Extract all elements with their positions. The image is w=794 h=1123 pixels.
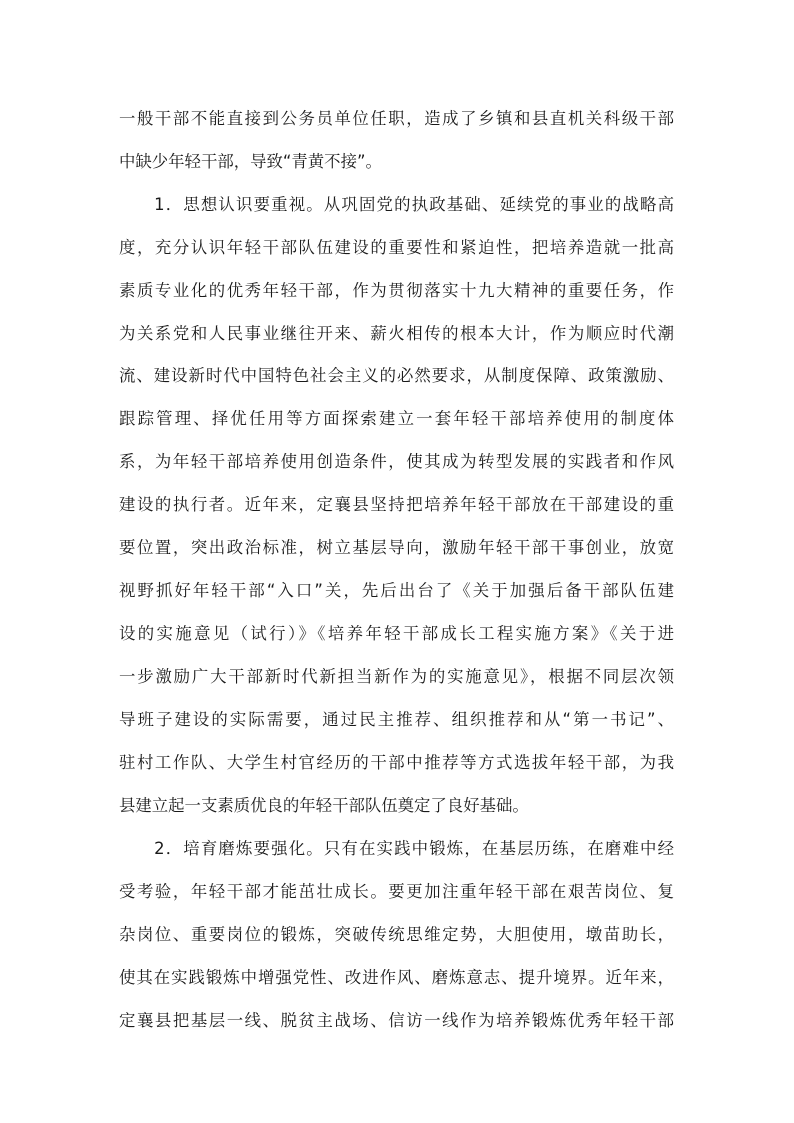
text-line: 系，为年轻干部培养使用创造条件，使其成为转型发展的实践者和作风 [119,452,674,471]
text-line: 县建立起一支素质优良的年轻干部队伍奠定了良好基础。 [119,796,529,815]
text-line: 设的实施意见（试行）》《培养年轻干部成长工程实施方案》《关于进 [119,624,674,643]
text-line: 2．培育磨炼要强化。只有在实践中锻炼，在基层历练，在磨难中经 [119,839,674,858]
text-line: 使其在实践锻炼中增强党性、改进作风、磨炼意志、提升境界。近年来， [119,968,674,987]
text-line: 流、建设新时代中国特色社会主义的必然要求，从制度保障、政策激励、 [119,366,674,385]
text-line: 跟踪管理、择优任用等方面探索建立一套年轻干部培养使用的制度体 [119,409,674,428]
text-line: 导班子建设的实际需要，通过民主推荐、组织推荐和从“第一书记”、 [119,710,674,729]
text-line: 定襄县把基层一线、脱贫主战场、信访一线作为培养锻炼优秀年轻干部 [119,1011,674,1030]
text-line: 视野抓好年轻干部“入口”关，先后出台了《关于加强后备干部队伍建 [119,581,674,600]
text-line: 一般干部不能直接到公务员单位任职，造成了乡镇和县直机关科级干部 [119,109,674,128]
text-line: 建设的执行者。近年来，定襄县坚持把培养年轻干部放在干部建设的重 [119,495,674,514]
text-line: 驻村工作队、大学生村官经历的干部中推荐等方式选拔年轻干部，为我 [119,753,674,772]
text-line: 1．思想认识要重视。从巩固党的执政基础、延续党的事业的战略高 [119,195,674,214]
text-line: 度，充分认识年轻干部队伍建设的重要性和紧迫性，把培养造就一批高 [119,238,674,257]
text-line: 一步激励广大干部新时代新担当新作为的实施意见》，根据不同层次领 [119,667,674,686]
text-line: 受考验，年轻干部才能茁壮成长。要更加注重年轻干部在艰苦岗位、复 [119,882,674,901]
text-line: 要位置，突出政治标准，树立基层导向，激励年轻干部干事创业，放宽 [119,538,674,557]
text-line: 中缺少年轻干部，导致“青黄不接”。 [119,152,382,171]
text-line: 为关系党和人民事业继往开来、薪火相传的根本大计，作为顺应时代潮 [119,324,674,343]
text-line: 素质专业化的优秀年轻干部，作为贯彻落实十九大精神的重要任务，作 [119,281,674,300]
text-line: 杂岗位、重要岗位的锻炼，突破传统思维定势，大胆使用，墩苗助长， [119,925,674,944]
